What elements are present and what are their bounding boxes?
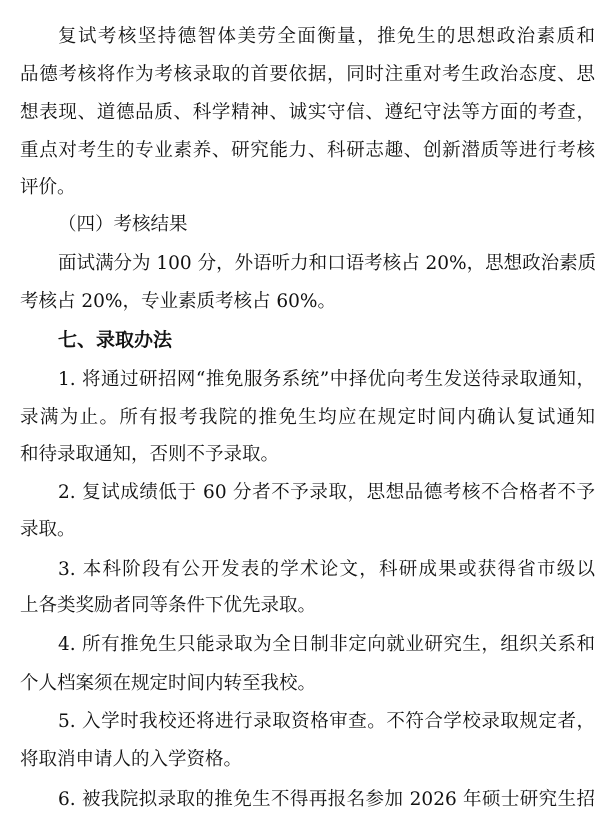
text-line: 品德考核将作为考核录取的首要依据，同时注重对考生政治态度、思 — [20, 64, 595, 85]
subheading-result: （四）考核结果 — [58, 214, 188, 235]
text-line: 评价。 — [20, 177, 76, 198]
text-line: 1. 将通过研招网“推免服务系统”中择优向考生发送待录取通知， — [58, 369, 595, 390]
text-line: 个人档案须在规定时间内转至我校。 — [20, 673, 317, 694]
text-line: 6. 被我院拟录取的推免生不得再报名参加 2026 年硕士研究生招 — [58, 789, 595, 810]
text-line: 和待录取通知，否则不予录取。 — [20, 444, 280, 465]
text-line: 上各类奖励者同等条件下优先录取。 — [20, 595, 317, 616]
text-line: 录满为止。所有报考我院的推免生均应在规定时间内确认复试通知 — [20, 407, 595, 428]
text-line: 复试考核坚持德智体美劳全面衡量，推免生的思想政治素质和 — [58, 26, 595, 47]
text-line: 5. 入学时我校还将进行录取资格审查。不符合学校录取规定者， — [58, 711, 595, 732]
text-line: 3. 本科阶段有公开发表的学术论文，科研成果或获得省市级以 — [58, 559, 595, 580]
text-line: 4. 所有推免生只能录取为全日制非定向就业研究生，组织关系和 — [58, 634, 595, 655]
section-heading-admission: 七、录取办法 — [58, 329, 173, 351]
text-line: 面试满分为 100 分，外语听力和口语考核占 20%，思想政治素质 — [58, 253, 597, 274]
text-line: 想表现、道德品质、科学精神、诚实守信、遵纪守法等方面的考查， — [20, 102, 595, 123]
text-line: 重点对考生的专业素养、研究能力、科研志趣、创新潜质等进行考核 — [20, 140, 595, 161]
text-line: 考核占 20%，专业素质考核占 60%。 — [20, 291, 337, 312]
text-line: 2. 复试成绩低于 60 分者不予录取，思想品德考核不合格者不予 — [58, 482, 595, 503]
text-line: 将取消申请人的入学资格。 — [20, 749, 243, 770]
text-line: 录取。 — [20, 519, 76, 540]
